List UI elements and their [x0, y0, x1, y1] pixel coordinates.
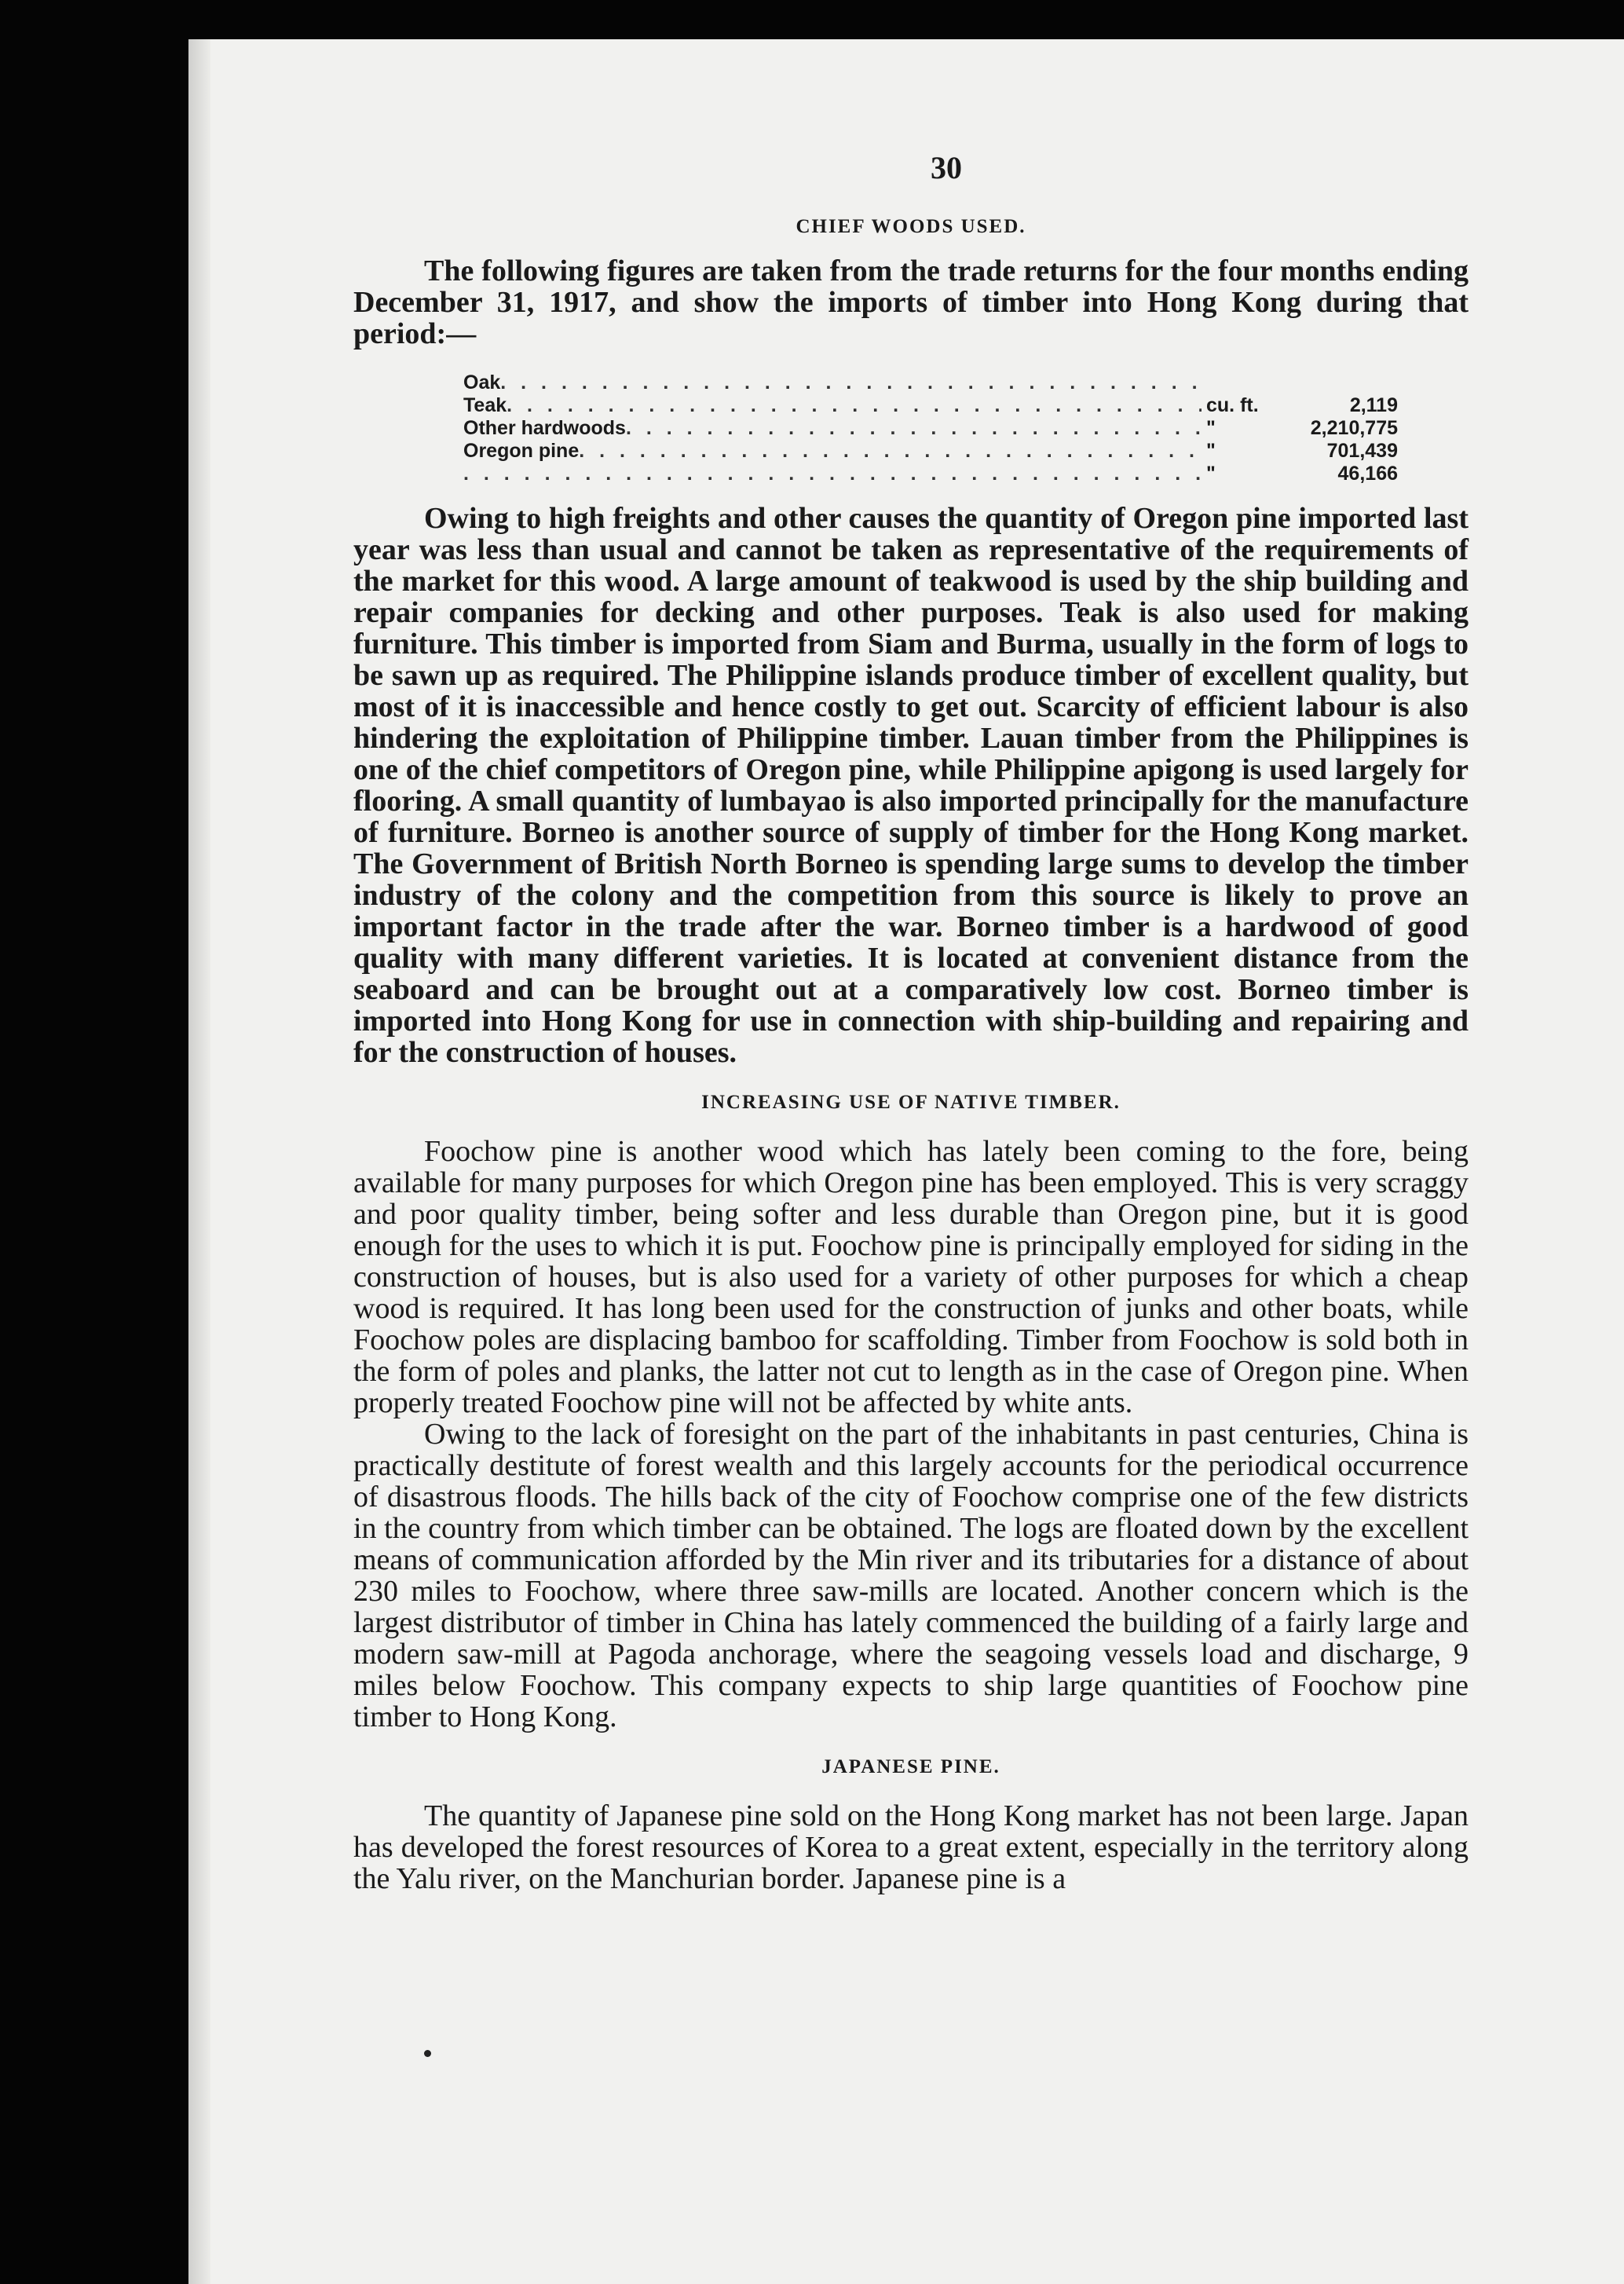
- row-value: 2,210,775: [1310, 417, 1398, 439]
- row-value: 701,439: [1326, 440, 1398, 462]
- page-binding-edge: [188, 39, 210, 2284]
- leader-dots: [500, 372, 1202, 394]
- table-row: [463, 372, 1398, 394]
- native-timber-paragraph-2: Owing to the lack of foresight on the part of the inhabitants in past centuries, China is practically destitute of forest wealth and this largely accounts for the periodical occurrence of disastrous floods. The hills back of the city of Foochow comprise one of the few districts in the country from which timber can be obtained. The logs are floated down by the excellent means of communication afforded by the Min river and its tributaries for a distance of about 230 miles to Foochow, where three saw-mills are located. Another concern which is the largest distributor of timber in China has lately commenced the building of a fairly large and modern saw-mill at Pagoda anchorage, where the seagoing vessels load and discharge, 9 miles below Foochow. This company expects to ship large quantities of Foochow pine timber to Hong Kong.: [353, 1418, 1469, 1733]
- row-name: Oak: [463, 372, 501, 393]
- leader-dots: [579, 440, 1202, 463]
- timber-imports-table: [463, 372, 1398, 485]
- row-value: 46,166: [1337, 463, 1398, 485]
- row-unit: ": [1206, 440, 1216, 462]
- table-row: [463, 463, 1398, 485]
- chief-woods-body-paragraph: Owing to high freights and other causes the quantity of Oregon pine imported last year was less than usual and cannot be taken as representative of the requirements of the market for this wood. A large amount of teakwood is used by the ship building and repair companies for decking and other purposes. Teak is also used for making furniture. This timber is imported from Siam and Burma, usually in the form of logs to be sawn up as required. The Philippine islands produce timber of excellent quality, but most of it is inaccessible and hence costly to get out. Scarcity of efficient labour is also hindering the exploitation of Philippine timber. Lauan timber from the Philippines is one of the chief competitors of Oregon pine, while Philippine apigong is used largely for flooring. A small quantity of lumbayao is also imported principally for the manufacture of furniture. Borneo is another source of supply of timber for the Hong Kong market. The Government of British North Borneo is spending large sums to develop the timber industry of the colony and the competition from this source is likely to prove an important factor in the trade after the war. Borneo timber is a hardwood of good quality with many different varieties. It is located at convenient distance from the seaboard and can be brought out at a comparatively low cost. Borneo timber is imported into Hong Kong for use in connection with ship-building and repairing and for the construction of houses.: [353, 502, 1469, 1069]
- row-name: Other hardwoods: [463, 417, 626, 439]
- row-unit: ": [1206, 417, 1216, 439]
- row-unit: ": [1206, 463, 1216, 485]
- row-name: Teak: [463, 394, 507, 416]
- row-unit: cu. ft.: [1206, 394, 1259, 416]
- heading-native-timber: INCREASING USE OF NATIVE TIMBER.: [701, 1092, 1121, 1113]
- japanese-pine-paragraph: The quantity of Japanese pine sold on the Hong Kong market has not been large. Japan has developed the forest resources of Korea to a great extent, especially in the territory along the Yalu river, on the Manchurian border. Japanese pine is a: [353, 1799, 1469, 1895]
- intro-paragraph: The following figures are taken from the trade returns for the four months ending December 31, 1917, and show the imports of timber into Hong Kong during that period:—: [353, 254, 1469, 350]
- table-row: [463, 417, 1398, 440]
- leader-dots: [463, 463, 1202, 485]
- leader-dots: [507, 394, 1202, 417]
- page-content: [353, 149, 1469, 1894]
- leader-dots: [626, 417, 1202, 440]
- table-row: [463, 394, 1398, 417]
- document-page: [188, 39, 1624, 2284]
- row-name: Oregon pine: [463, 440, 580, 462]
- heading-chief-woods-used: CHIEF WOODS USED.: [796, 216, 1026, 237]
- row-value: 2,119: [1349, 394, 1398, 416]
- native-timber-paragraph-1: Foochow pine is another wood which has lately been coming to the fore, being available for many purposes for which Oregon pine has been employed. This is very scraggy and poor quality timber, being softer and less durable than Oregon pine, but it is good enough for the uses to which it is put. Foochow pine is principally employed for siding in the construction of houses, but is also used for a variety of other purposes for which a cheap wood is required. It has long been used for the construction of junks and other boats, while Foochow poles are displacing bamboo for scaffolding. Timber from Foochow is sold both in the form of poles and planks, the latter not cut to length as in the case of Oregon pine. When properly treated Foochow pine will not be affected by white ants.: [353, 1135, 1469, 1419]
- table-row: [463, 440, 1398, 463]
- heading-japanese-pine: JAPANESE PINE.: [821, 1756, 1000, 1777]
- ink-speck: [424, 2050, 431, 2057]
- page-number: 30: [931, 150, 962, 185]
